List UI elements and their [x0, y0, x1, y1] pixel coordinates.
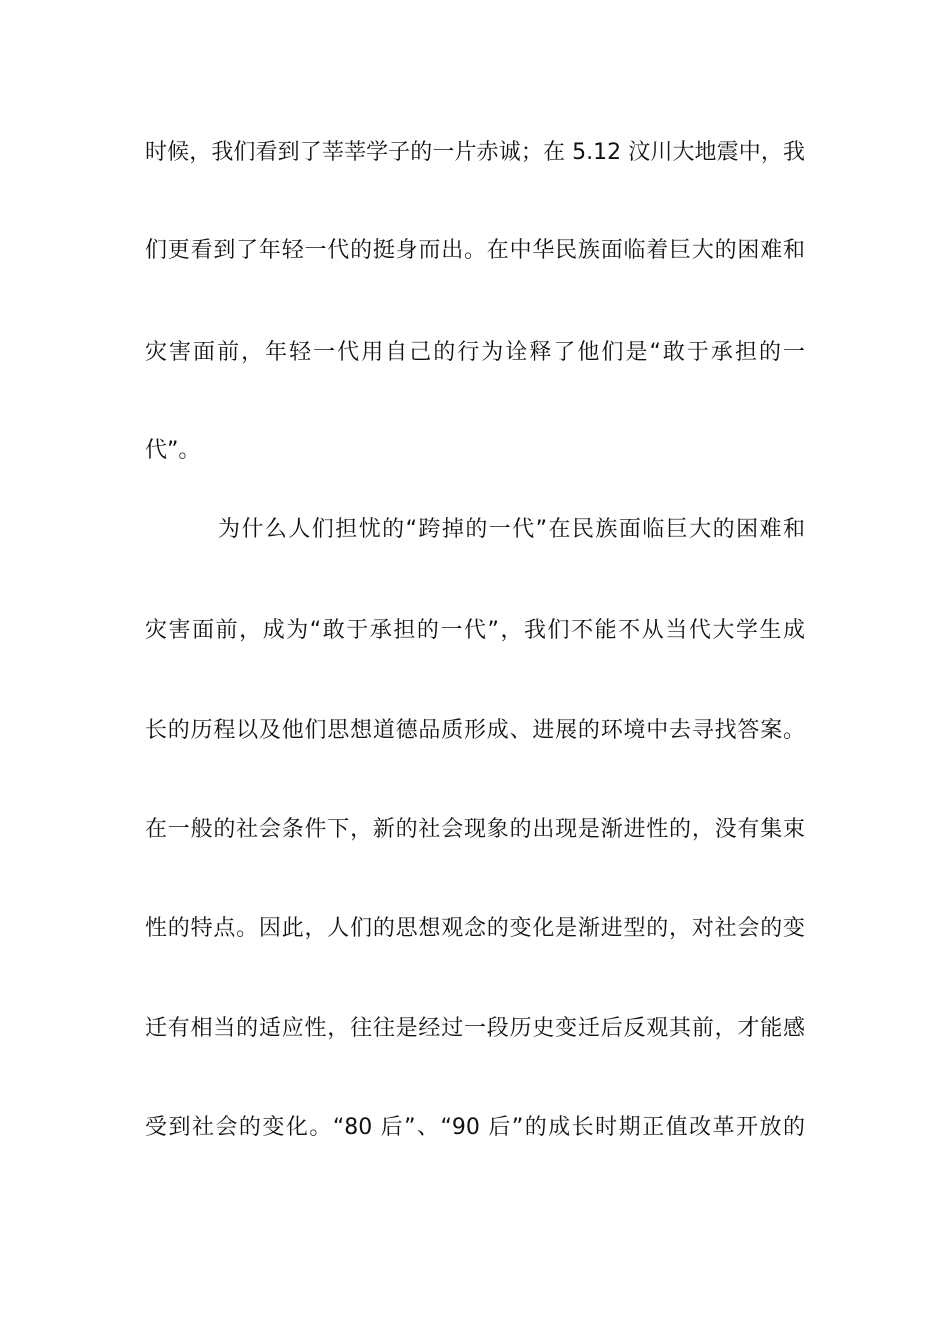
text-line: 受到社会的变化。“80 后”、“90 后”的成长时期正值改革开放的	[145, 1115, 805, 1140]
text-line: 在一般的社会条件下，新的社会现象的出现是渐进性的，没有集束	[145, 817, 805, 842]
text-line: 长的历程以及他们思想道德品质形成、进展的环境中去寻找答案。	[145, 718, 805, 743]
text-line: 灾害面前，成为“敢于承担的一代”，我们不能不从当代大学生成	[145, 618, 805, 643]
text-line: 时候，我们看到了莘莘学子的一片赤诚；在 5.12 汶川大地震中，我	[145, 140, 805, 165]
text-line: 性的特点。因此，人们的思想观念的变化是渐进型的，对社会的变	[145, 916, 805, 941]
paragraph-first-line: 为什么人们担忧的“跨掉的一代”在民族面临巨大的困难和	[218, 517, 805, 542]
text-line: 灾害面前，年轻一代用自己的行为诠释了他们是“敢于承担的一	[145, 340, 805, 365]
text-line: 们更看到了年轻一代的挺身而出。在中华民族面临着巨大的困难和	[145, 238, 805, 263]
text-line: 代”。	[145, 438, 201, 463]
text-line: 迁有相当的适应性，往往是经过一段历史变迁后反观其前，才能感	[145, 1016, 805, 1041]
